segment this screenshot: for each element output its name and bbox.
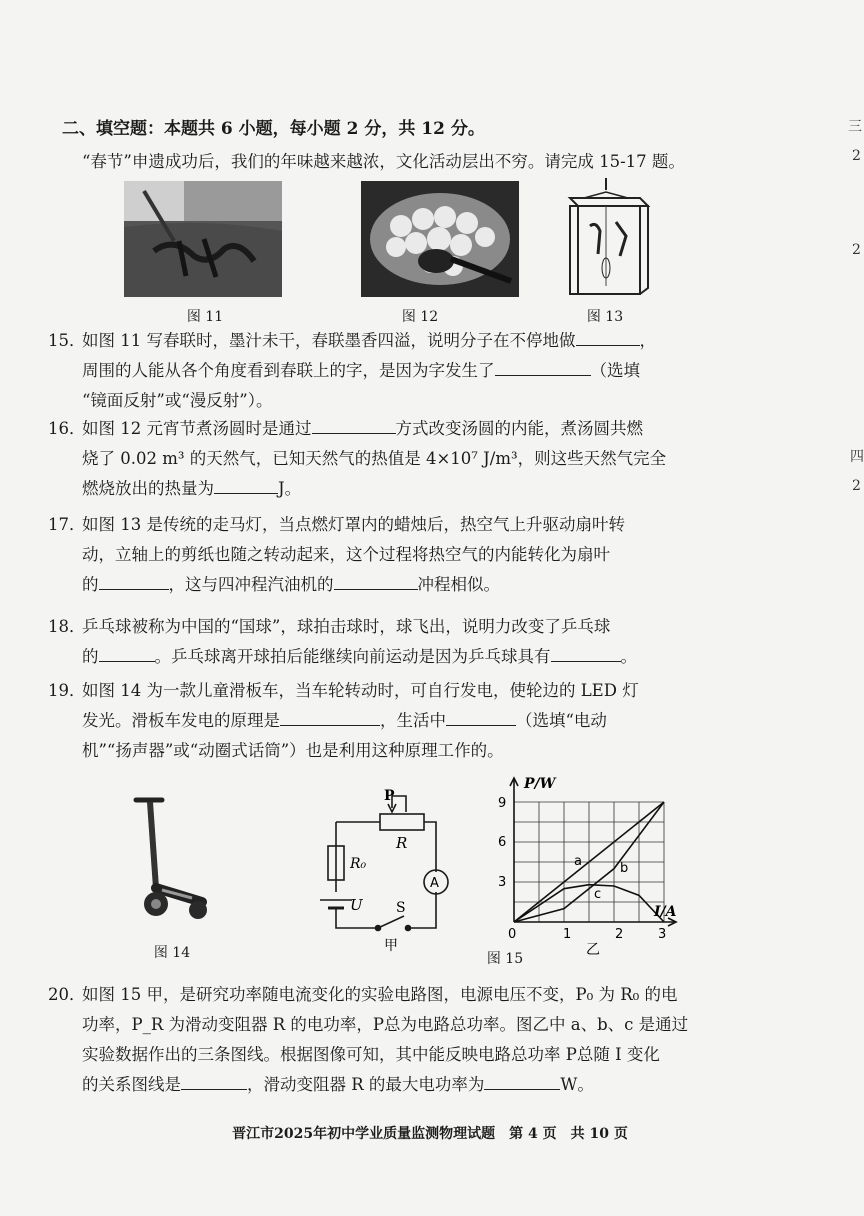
q16-text-2: 烧了 0.02 m³ 的天然气，已知天然气的热值是 4×10⁷ J/m³，则这些天然气完全: [82, 449, 667, 468]
q15-text-3: “镜面反射”或“漫反射”）。: [82, 391, 273, 410]
q16-text-1b: 方式改变汤圆的内能，煮汤圆共燃: [395, 419, 643, 438]
q20-text-4c: W。: [560, 1075, 594, 1094]
answer-blank[interactable]: [495, 357, 591, 376]
circuit-label-u: U: [350, 896, 363, 914]
circuit-label-p: P: [384, 788, 395, 804]
line-label-c: c: [594, 887, 602, 902]
figure-15-circuit: [300, 782, 470, 952]
q20-text-3: 实验数据作出的三条图线。根据图像可知，其中能反映电路总功率 P总随 I 变化: [82, 1045, 660, 1064]
figure-13-caption: 图 13: [586, 309, 624, 325]
answer-blank[interactable]: [576, 327, 640, 346]
question-15: [48, 326, 748, 416]
q15-text-1b: ，: [639, 331, 656, 350]
q20-text-1: 如图 15 甲，是研究功率随电流变化的实验电路图，电源电压不变，P₀ 为 R₀ 的电: [82, 985, 678, 1004]
answer-blank[interactable]: [312, 415, 396, 434]
edge-fragment: 2: [852, 148, 861, 164]
answer-blank[interactable]: [214, 475, 278, 494]
q19-text-2: 发光。滑板车发电的原理是: [82, 711, 280, 730]
ammeter-label: A: [430, 876, 439, 891]
answer-blank[interactable]: [551, 643, 621, 662]
q18-text-2: 的: [82, 647, 99, 666]
q17-text-1: 如图 13 是传统的走马灯，当点燃灯罩内的蜡烛后，热空气上升驱动扇叶转: [82, 515, 625, 534]
question-18: [48, 612, 748, 672]
q18-text-2b: 。乒乓球离开球拍后能继续向前运动是因为乒乓球具有: [154, 647, 551, 666]
figure-15-graph: [490, 770, 690, 958]
line-label-b: b: [620, 861, 629, 876]
figure-13-lantern: [560, 176, 652, 300]
circuit-label-r: R: [396, 834, 408, 852]
figure-14-scooter: [122, 792, 212, 924]
q18-text-2c: 。: [620, 647, 637, 666]
y-tick-6: 6: [498, 835, 507, 850]
q17-text-3b: ，这与四冲程汽油机的: [168, 575, 334, 594]
answer-blank[interactable]: [484, 1071, 560, 1090]
q19-text-2c: （选填“电动: [516, 711, 607, 730]
q17-text-3c: 冲程相似。: [417, 575, 500, 594]
q20-text-4: 的关系图线是: [82, 1075, 181, 1094]
x-tick-1: 1: [563, 927, 572, 942]
answer-blank[interactable]: [181, 1071, 247, 1090]
question-17: [48, 510, 748, 600]
question-number: 20．: [48, 985, 86, 1004]
answer-blank[interactable]: [99, 571, 169, 590]
x-tick-2: 2: [615, 927, 624, 942]
question-number: 19．: [48, 681, 86, 700]
q16-text-1: 如图 12 元宵节煮汤圆时是通过: [82, 419, 312, 438]
question-16: [48, 414, 748, 504]
question-number: 16．: [48, 419, 86, 438]
q15-text-2b: （选填: [590, 361, 640, 380]
question-number: 17．: [48, 515, 86, 534]
q20-text-2: 功率，P_R 为滑动变阻器 R 的电功率，P总为电路总功率。图乙中 a、b、c 是通过: [82, 1015, 689, 1034]
q19-text-3: 机”“扬声器”或“动圈式话筒”）也是利用这种原理工作的。: [82, 741, 504, 760]
x-tick-0: 0: [508, 927, 517, 942]
y-tick-9: 9: [498, 796, 507, 811]
q15-text-2: 周围的人能从各个角度看到春联上的字，是因为字发生了: [82, 361, 495, 380]
q16-text-3b: J。: [278, 479, 302, 498]
edge-fragment: 三: [848, 119, 862, 135]
figure-11-caption: 图 11: [186, 309, 224, 325]
q17-text-2: 动，立轴上的剪纸也随之转动起来，这个过程将热空气的内能转化为扇叶: [82, 545, 610, 564]
figure-14-caption: 图 14: [153, 945, 191, 961]
y-tick-3: 3: [498, 875, 507, 890]
q18-text-1: 乒乓球被称为中国的“国球”，球拍击球时，球飞出，说明力改变了乒乓球: [82, 617, 611, 636]
figure-12-photo: [361, 181, 519, 297]
q20-text-4b: ，滑动变阻器 R 的最大电功率为: [247, 1075, 485, 1094]
question-19: [48, 676, 748, 766]
graph-xlabel: I/A: [654, 904, 677, 920]
line-label-a: a: [574, 854, 582, 869]
edge-fragment: 2: [852, 478, 861, 494]
q19-text-2b: ，生活中: [380, 711, 446, 730]
edge-fragment: 四: [850, 449, 864, 465]
circuit-caption: 甲: [384, 938, 398, 954]
question-number: 15．: [48, 331, 86, 350]
circuit-label-r0: R₀: [350, 856, 367, 872]
figure-11-photo: [124, 181, 282, 297]
graph-caption: 乙: [586, 942, 600, 958]
circuit-label-s: S: [396, 900, 406, 916]
question-number: 18．: [48, 617, 86, 636]
q19-text-1: 如图 14 为一款儿童滑板车，当车轮转动时，可自行发电，使轮边的 LED 灯: [82, 681, 639, 700]
question-20: [48, 980, 758, 1100]
figure-12-caption: 图 12: [401, 309, 439, 325]
edge-fragment: 2: [852, 242, 861, 258]
answer-blank[interactable]: [446, 707, 516, 726]
answer-blank[interactable]: [334, 571, 418, 590]
intro-text: “春节”申遗成功后，我们的年味越来越浓，文化活动层出不穷。请完成 15-17 题。: [82, 152, 685, 171]
page-footer: 晋江市2025年初中学业质量监测物理试题 第 4 页 共 10 页: [232, 1126, 628, 1142]
answer-blank[interactable]: [99, 643, 155, 662]
answer-blank[interactable]: [280, 707, 380, 726]
figure-15-caption: 图 15: [486, 951, 524, 967]
q17-text-3: 的: [82, 575, 99, 594]
section-title: 二、填空题：本题共 6 小题，每小题 2 分，共 12 分。: [62, 119, 485, 139]
q16-text-3: 燃烧放出的热量为: [82, 479, 214, 498]
x-tick-3: 3: [658, 927, 667, 942]
graph-ylabel: P/W: [524, 776, 556, 792]
q15-text-1: 如图 11 写春联时，墨汁未干，春联墨香四溢，说明分子在不停地做: [82, 331, 576, 350]
